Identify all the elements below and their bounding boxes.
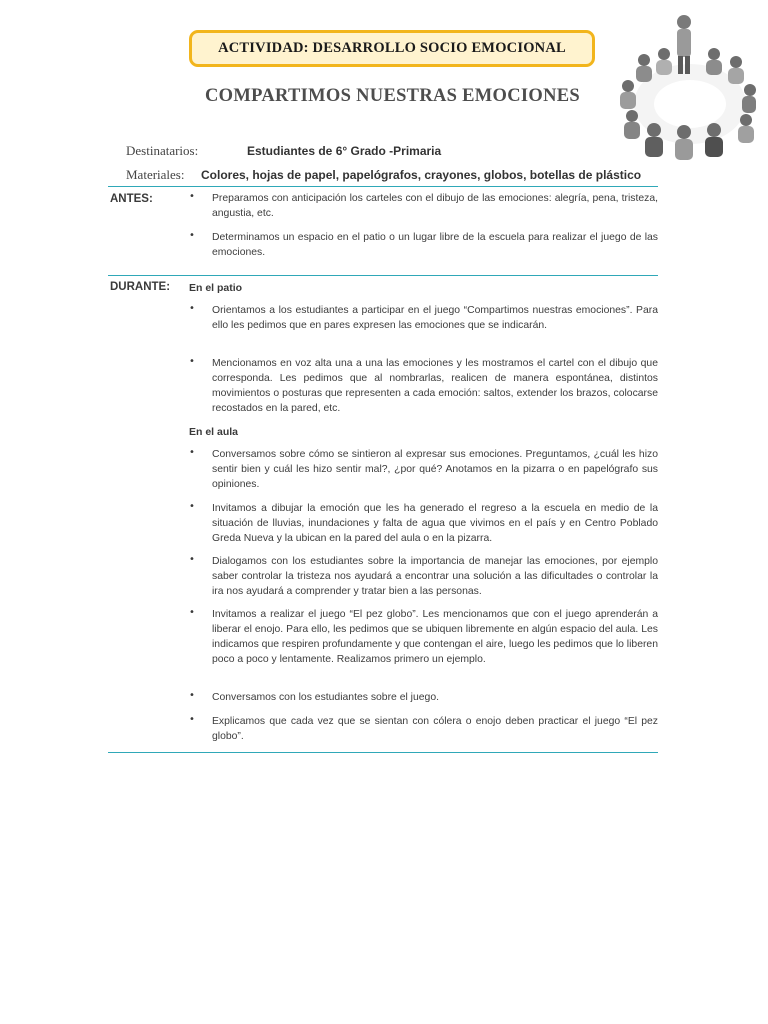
- list-item-text: Orientamos a los estudiantes a participar en el juego “Compartimos nuestras emociones”. Para ello les pedimos que en pares expresen las emociones que se indicarán.: [212, 305, 658, 331]
- list-item: [189, 501, 658, 546]
- recipients-label: Destinatarios:: [126, 143, 199, 158]
- materials-value: Colores, hojas de papel, papelógrafos, crayones, globos, botellas de plástico: [201, 168, 642, 182]
- recipients-value: Estudiantes de 6° Grado -Primaria: [247, 144, 442, 158]
- list-item-text: Preparamos con anticipación los carteles con el dibujo de las emociones: alegría, pena, tristeza, angustia, etc.: [212, 193, 658, 219]
- section-label-durante: DURANTE:: [110, 281, 171, 293]
- bullet: •: [189, 690, 195, 701]
- list-item: [189, 714, 658, 744]
- list-item: [189, 607, 658, 667]
- subheading-aula: En el aula: [189, 426, 239, 438]
- list-item: [189, 303, 658, 333]
- bullet: •: [189, 554, 195, 565]
- divider-middle: [108, 275, 658, 276]
- list-item-text: Invitamos a realizar el juego “El pez globo”. Les mencionamos que con el juego aprenderán a liberar el enojo. Para ello, les pedimos que se ubiquen libremente en algún espacio del aula. Les indicamos que respiren profundamente y que contengan el aire, luego les pedimos que lo liberen poco a poco y lentamente. Realizamos primero un ejemplo.: [212, 609, 658, 665]
- list-item-text: Dialogamos con los estudiantes sobre la importancia de manejar las emociones, por ejemplo saber controlar la tristeza nos ayudará a encontrar una solución a las dificultades o controlar la ira nos ayudará a comprender y tratar bien a las personas.: [212, 556, 658, 597]
- bullet: •: [189, 714, 195, 725]
- list-item-text: Mencionamos en voz alta una a una las emociones y les mostramos el cartel con el dibujo que corresponda. Les pedimos que al nombrarlas, realicen de manera espontánea, distintos movimientos o posturas que representen a cada emoción: saltos, extender los brazos, colocarse recostados en la pared, etc.: [212, 358, 658, 414]
- list-item: [189, 230, 658, 260]
- list-item: [189, 356, 658, 416]
- list-item-text: Conversamos sobre cómo se sintieron al expresar sus emociones. Preguntamos, ¿cuál les hizo sentir bien y cuál les hizo sentir mal?, ¿por qué? Anotamos en la pizarra o en papelógrafo sus opiniones.: [212, 449, 658, 490]
- materials-label: Materiales:: [126, 167, 185, 182]
- children-circle-illustration: [614, 12, 762, 162]
- divider-bottom: [108, 752, 658, 753]
- subheading-patio: En el patio: [189, 282, 243, 294]
- divider-top: [108, 186, 658, 187]
- bullet: •: [189, 607, 195, 618]
- bullet: •: [189, 356, 195, 367]
- list-item-text: Conversamos con los estudiantes sobre el juego.: [212, 692, 439, 703]
- list-item-text: Determinamos un espacio en el patio o un lugar libre de la escuela para realizar el juego de las emociones.: [212, 232, 658, 258]
- bullet: •: [189, 191, 195, 202]
- bullet: •: [189, 501, 195, 512]
- section-label-antes: ANTES:: [110, 193, 153, 205]
- list-item-text: Explicamos que cada vez que se sientan con cólera o enojo deben practicar el juego “El pez globo”.: [212, 716, 658, 742]
- list-item-text: Invitamos a dibujar la emoción que les ha generado el regreso a la escuela en medio de la situación de lluvias, inundaciones y falta de agua que vivimos en el país y en Centro Poblado Greda Nueva y la ubican en la pared del aula o en la pizarra.: [212, 503, 658, 544]
- activity-banner: ACTIVIDAD: DESARROLLO SOCIO EMOCIONAL: [189, 30, 595, 67]
- list-item: [189, 447, 658, 492]
- list-item: [189, 554, 658, 599]
- page-title: COMPARTIMOS NUESTRAS EMOCIONES: [205, 86, 580, 106]
- bullet: •: [189, 230, 195, 241]
- list-item: [189, 191, 658, 221]
- bullet: •: [189, 447, 195, 458]
- list-item: [189, 690, 658, 705]
- bullet: •: [189, 303, 195, 314]
